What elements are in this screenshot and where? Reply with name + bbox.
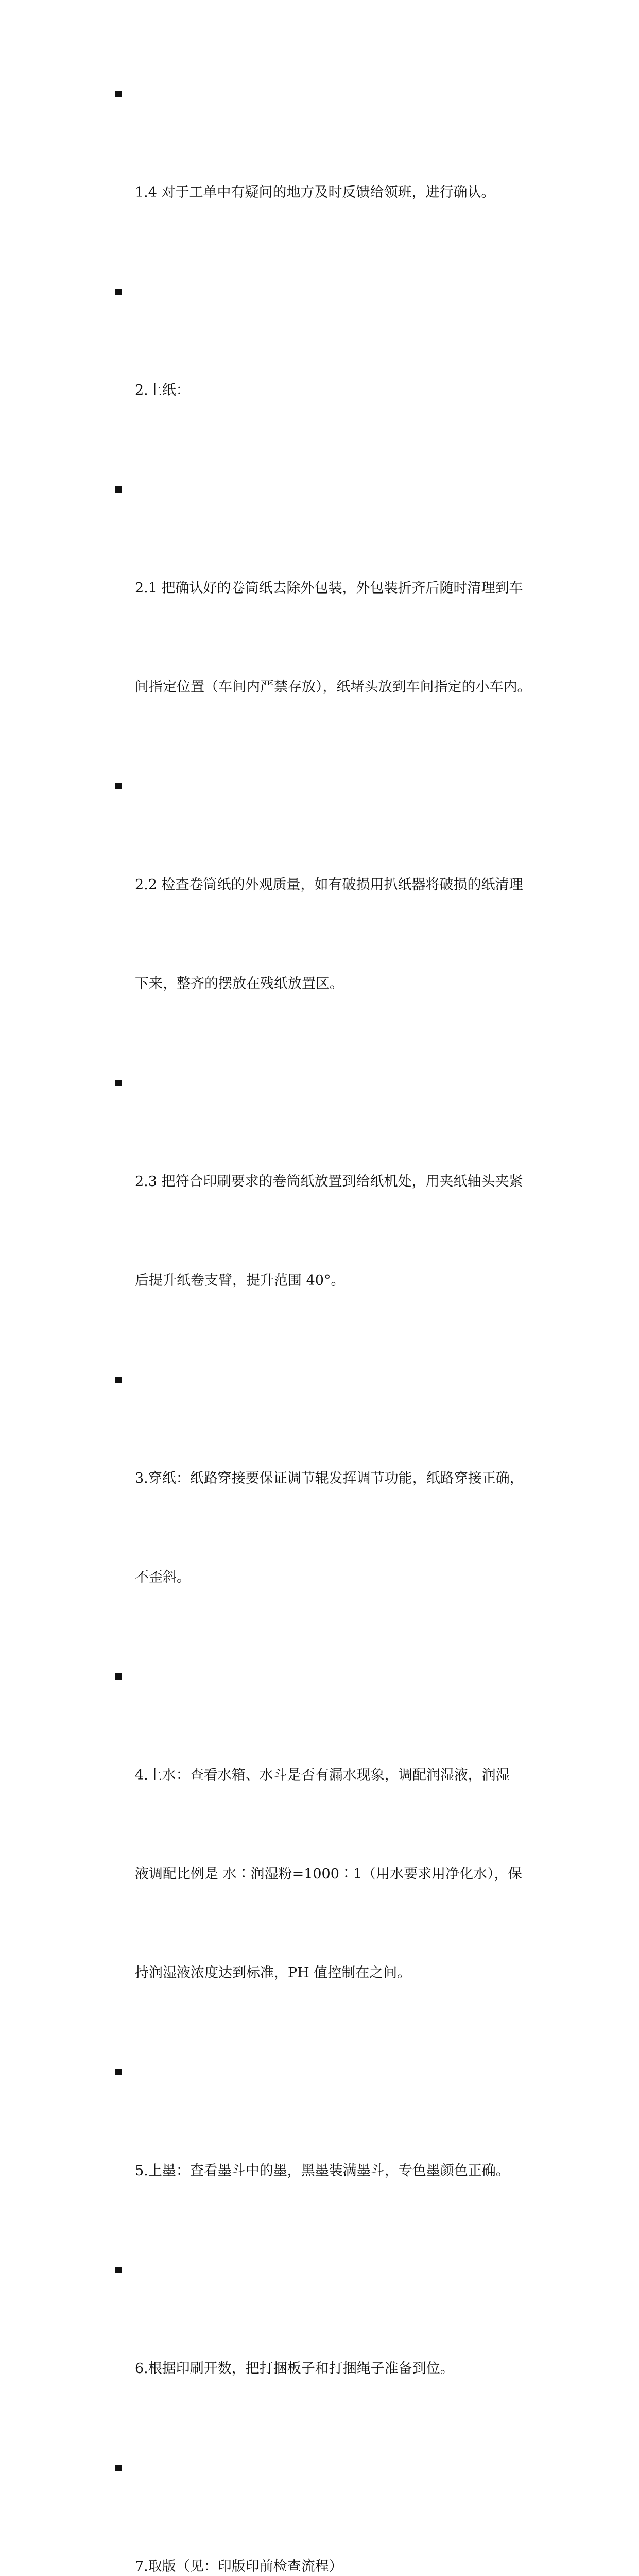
list-item-text: 2.上纸： — [135, 382, 190, 398]
square-bullet-icon — [115, 2267, 122, 2273]
list-item — [115, 473, 548, 770]
square-bullet-icon — [115, 1377, 122, 1383]
square-bullet-icon — [115, 1673, 122, 1680]
list-item-text: 不歪斜。 — [135, 1569, 191, 1585]
list-item — [115, 770, 548, 1066]
list-item-text: 7.取版（见：印版印前检查流程） — [135, 2558, 343, 2574]
square-bullet-icon — [115, 783, 122, 789]
list-item — [115, 2253, 548, 2451]
list-item-text: 2.3 把符合印刷要求的卷筒纸放置到给纸机处，用夹纸轴头夹紧 — [135, 1174, 523, 1190]
list-item — [115, 2056, 548, 2253]
list-item-text: 1.4 对于工单中有疑问的地方及时反馈给领班，进行确认。 — [135, 184, 495, 200]
list-item — [115, 2451, 548, 2576]
list-item-text: 3.穿纸：纸路穿接要保证调节辊发挥调节功能，纸路穿接正确， — [135, 1470, 524, 1486]
list-item-text: 间指定位置（车间内严禁存放），纸堵头放到车间指定的小车内。 — [135, 679, 531, 695]
square-bullet-icon — [115, 2465, 122, 2471]
procedure-list — [115, 77, 548, 2576]
list-item — [115, 1363, 548, 1660]
list-item — [115, 1066, 548, 1363]
list-item — [115, 1660, 548, 2056]
square-bullet-icon — [115, 2069, 122, 2075]
list-item-text: 2.2 检查卷筒纸的外观质量，如有破损用扒纸器将破损的纸清理 — [135, 877, 523, 893]
square-bullet-icon — [115, 91, 122, 97]
list-item-text: 2.1 把确认好的卷筒纸去除外包装，外包装折齐后随时清理到车 — [135, 580, 523, 596]
square-bullet-icon — [115, 289, 122, 295]
list-item-text: 6.根据印刷开数，把打捆板子和打捆绳子准备到位。 — [135, 2361, 454, 2377]
list-item — [115, 77, 548, 275]
list-item-text: 4.上水：查看水箱、水斗是否有漏水现象，调配润湿液，润湿 — [135, 1767, 510, 1783]
list-item-text: 持润湿液浓度达到标准，PH 值控制在之间。 — [135, 1965, 411, 1981]
list-item-text: 液调配比例是 水∶润湿粉=1000∶1（用水要求用净化水），保 — [135, 1866, 522, 1882]
square-bullet-icon — [115, 1080, 122, 1086]
square-bullet-icon — [115, 486, 122, 493]
list-item — [115, 275, 548, 473]
list-item-text: 5.上墨：查看墨斗中的墨，黑墨装满墨斗，专色墨颜色正确。 — [135, 2163, 510, 2179]
list-item-text: 下来，整齐的摆放在残纸放置区。 — [135, 976, 343, 992]
list-item-text: 后提升纸卷支臂，提升范围 40°。 — [135, 1273, 345, 1289]
